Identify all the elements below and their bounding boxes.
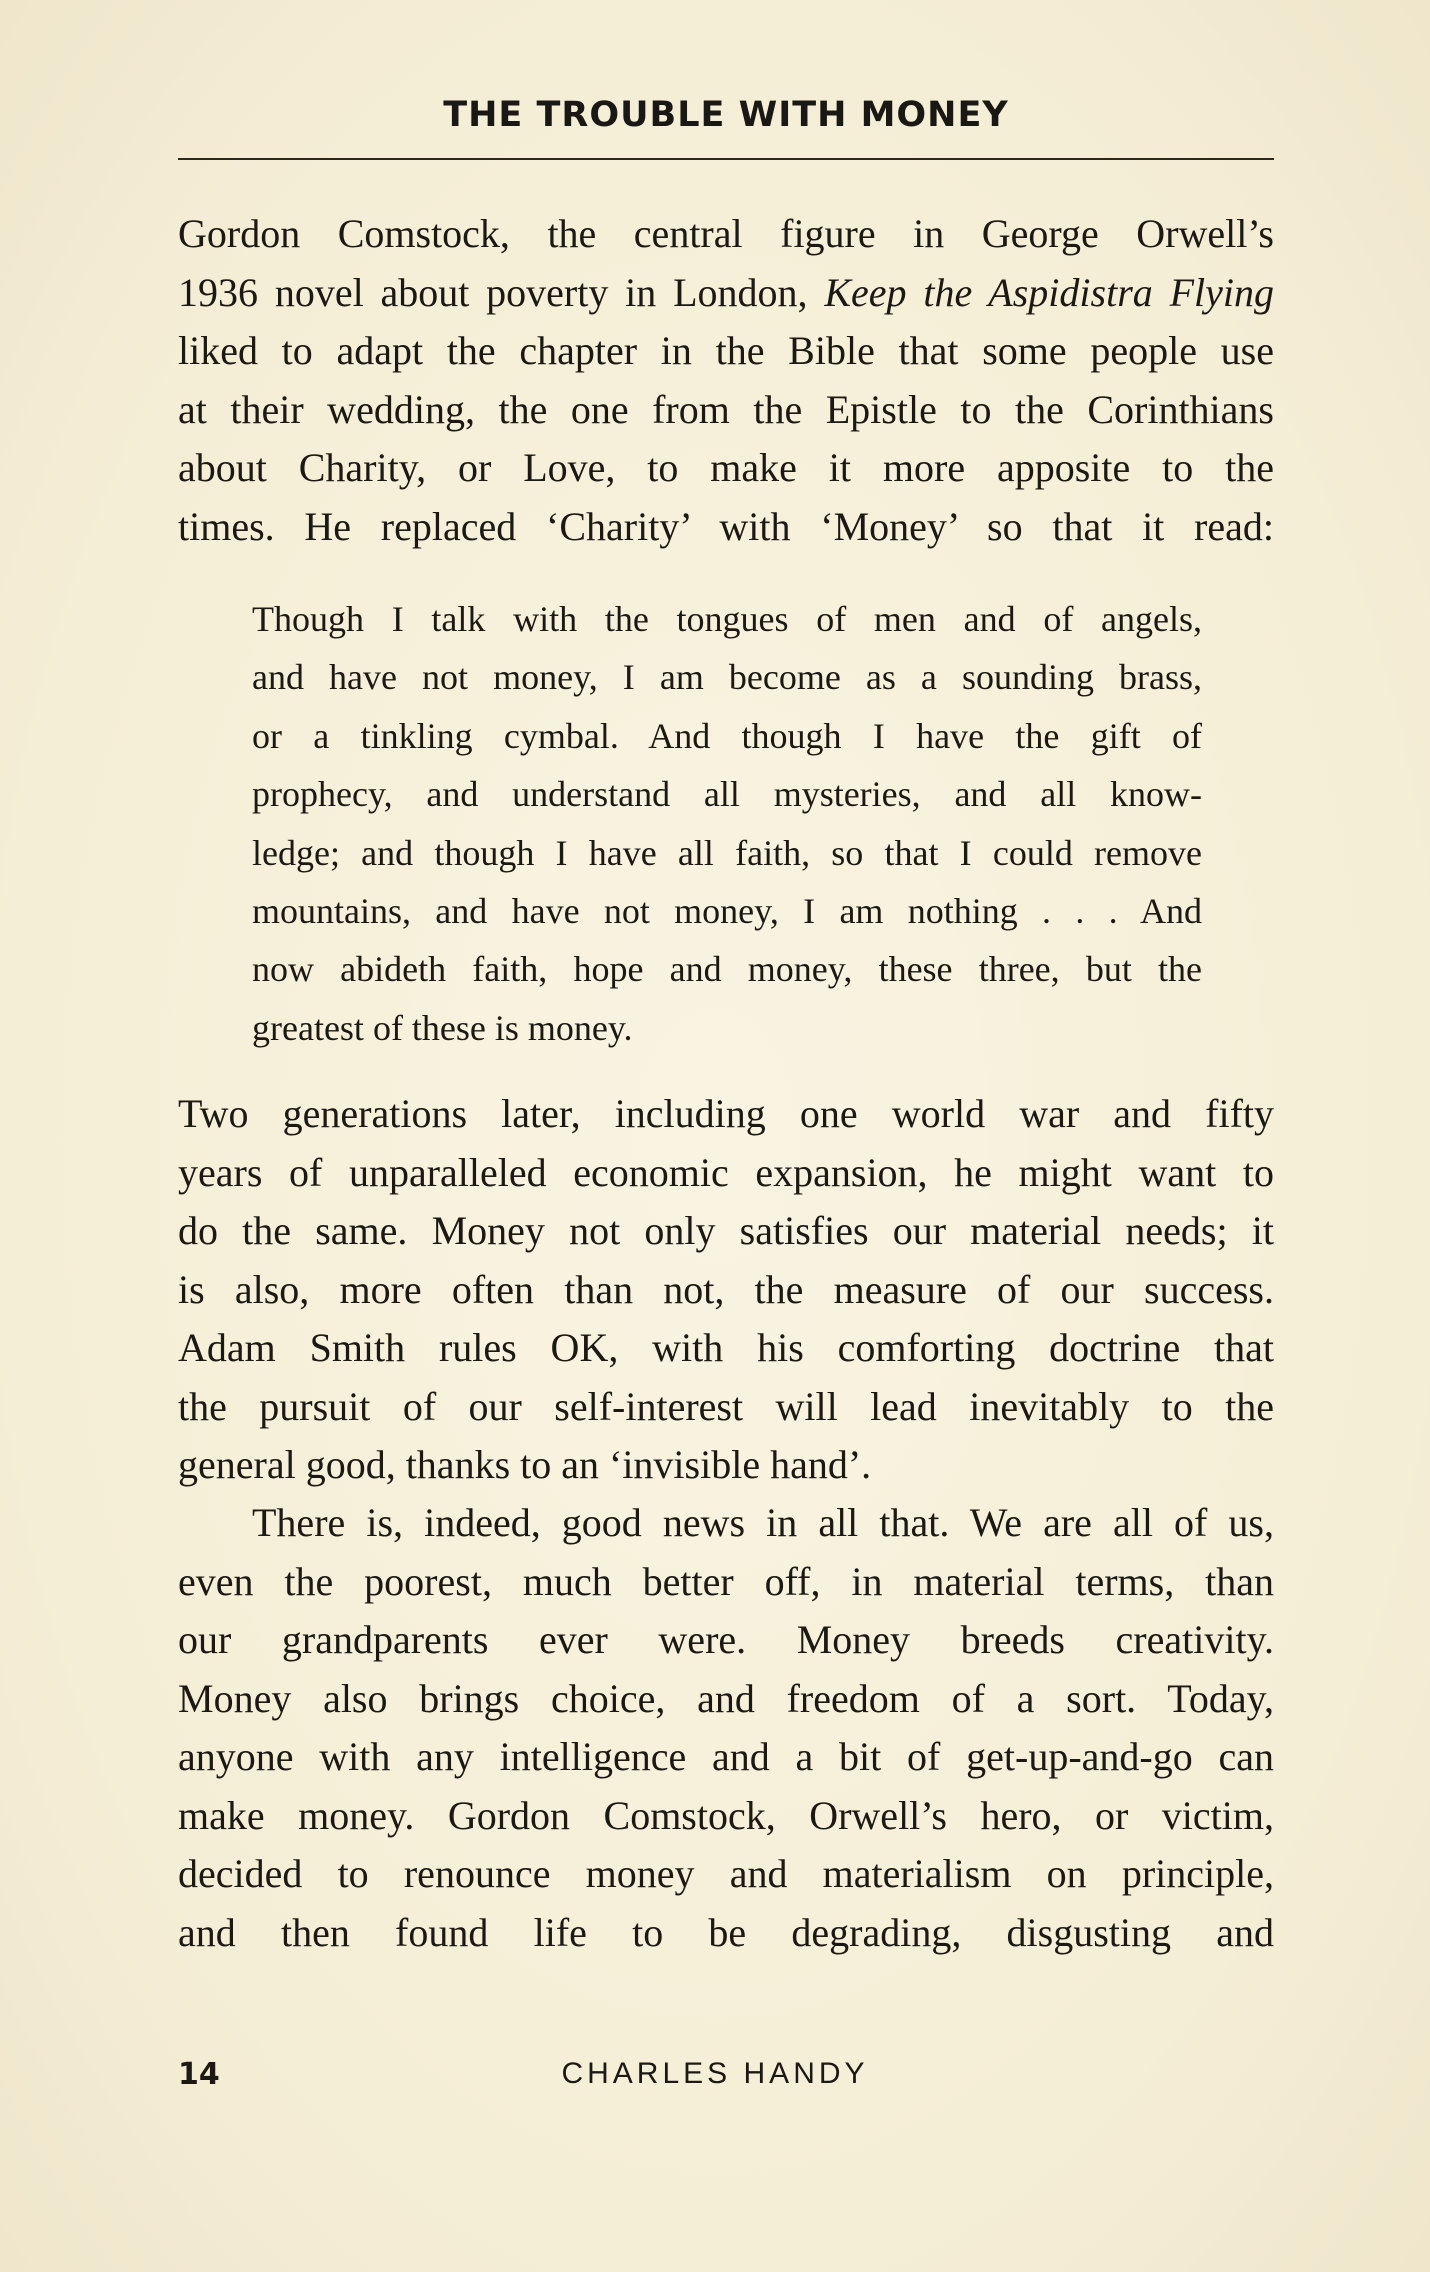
text-line: even the poorest, much better off, in material terms, than — [178, 1558, 1274, 1604]
text-line: decided to renounce money and materialism on principle, — [178, 1851, 1274, 1896]
header-rule — [178, 158, 1274, 160]
paragraph-1 — [178, 205, 1274, 556]
text-line: Adam Smith rules OK, with his comforting doctrine that — [178, 1325, 1274, 1370]
text-line: do the same. Money not only satisfies our material needs; it — [178, 1208, 1274, 1253]
text-line: general good, thanks to an ‘invisible hand’. — [178, 1442, 872, 1487]
text-line: liked to adapt the chapter in the Bible that some people use — [178, 328, 1274, 373]
text-line: Two generations later, including one world war and fifty — [178, 1091, 1274, 1136]
quote-line: or a tinkling cymbal. And though I have the gift of — [252, 715, 1202, 756]
text-segment: 1936 novel about poverty in London, — [178, 269, 808, 315]
running-head-title: THE TROUBLE WITH MONEY — [443, 95, 1009, 135]
text-line: our grandparents ever were. Money breeds creativity. — [178, 1617, 1274, 1662]
text-line: times. He replaced ‘Charity’ with ‘Money’ so that it read: — [178, 503, 1274, 549]
page-number: 14 — [178, 2057, 220, 2092]
text-line: about Charity, or Love, to make it more apposite to the — [178, 445, 1274, 490]
text-line: at their wedding, the one from the Epistle to the Corinthians — [178, 386, 1274, 432]
quote-line: now abideth faith, hope and money, these three, but the — [252, 949, 1202, 990]
text-line: make money. Gordon Comstock, Orwell’s hero, or victim, — [178, 1792, 1274, 1838]
quote-line: and have not money, I am become as a sounding brass, — [252, 657, 1202, 698]
quote-line: Though I talk with the tongues of men and of angels, — [252, 599, 1202, 639]
text-line: Gordon Comstock, the central figure in George Orwell’s — [178, 211, 1274, 256]
text-line: is also, more often than not, the measure of our success. — [178, 1266, 1274, 1312]
paragraph-2 — [178, 1085, 1274, 1495]
text-line: There is, indeed, good news in all that. We are all of us, — [252, 1500, 1274, 1545]
block-quotation — [252, 590, 1202, 1057]
quote-line: mountains, and have not money, I am nothing . . . And — [252, 890, 1202, 931]
paragraph-3 — [178, 1494, 1274, 1962]
text-line: anyone with any intelligence and a bit of get-up-and-go can — [178, 1734, 1274, 1779]
book-title: Keep the Aspidistra Flying — [824, 269, 1274, 315]
text-line: years of unparalleled economic expansion, he might want to — [178, 1149, 1274, 1195]
text-line: and then found life to be degrading, disgusting and — [178, 1909, 1274, 1955]
quote-line: greatest of these is money. — [252, 1007, 633, 1048]
author-name: CHARLES HANDY — [561, 2057, 869, 2090]
text-line: Money also brings choice, and freedom of a sort. Today, — [178, 1675, 1274, 1721]
text-line: the pursuit of our self-interest will lead inevitably to the — [178, 1383, 1274, 1429]
quote-line: ledge; and though I have all faith, so that I could remove — [252, 832, 1202, 873]
quote-line: prophecy, and understand all mysteries, and all know- — [252, 774, 1202, 815]
text-line-with-title — [178, 264, 1274, 323]
